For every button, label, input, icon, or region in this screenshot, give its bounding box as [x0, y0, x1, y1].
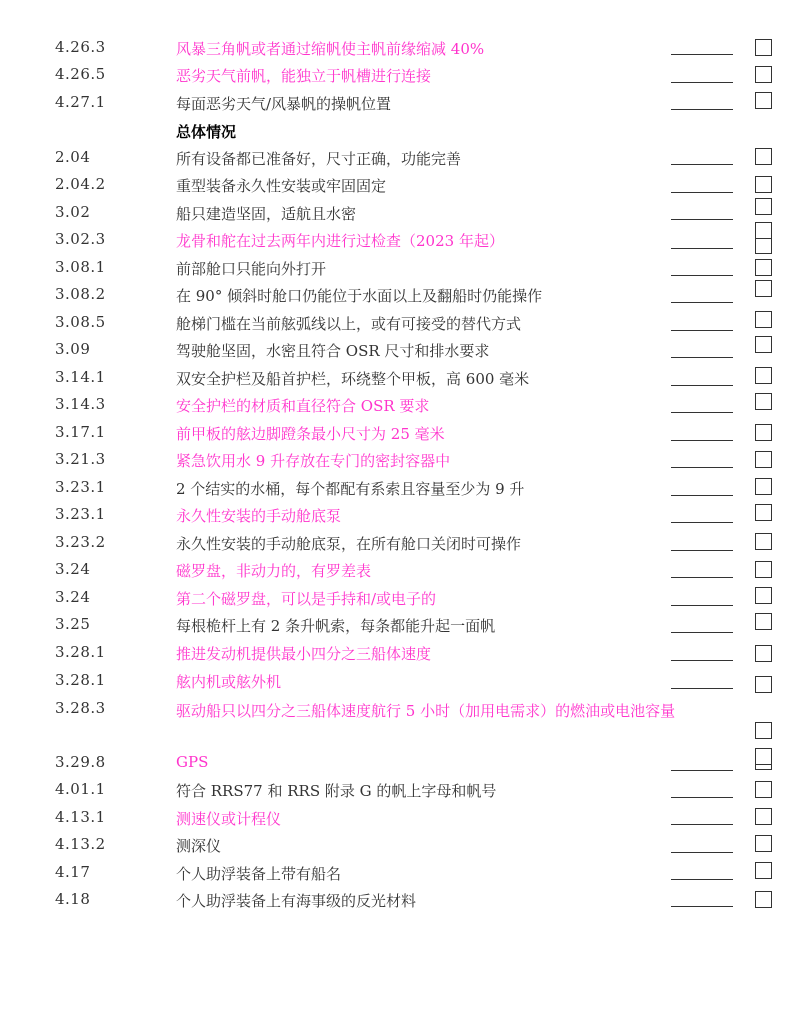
requirement-text: 2 个结实的水桶，每个都配有系索且容量至少为 9 升	[176, 480, 525, 498]
signature-line[interactable]	[671, 824, 733, 825]
checkbox[interactable]	[755, 148, 772, 165]
requirement-text: 每面恶劣天气/风暴帆的操帆位置	[176, 95, 392, 113]
checkbox[interactable]	[755, 891, 772, 908]
checklist-row	[0, 776, 800, 803]
checklist-row	[0, 667, 800, 694]
checklist-row	[0, 144, 800, 171]
signature-line[interactable]	[671, 412, 733, 413]
checkbox[interactable]	[755, 533, 772, 550]
checklist-row	[0, 556, 800, 583]
checklist-row	[0, 584, 800, 611]
rule-number: 3.28.3	[55, 699, 106, 717]
rule-number: 3.21.3	[55, 450, 106, 468]
requirement-text: 恶劣天气前帆，能独立于帆槽进行连接	[176, 67, 432, 85]
signature-line[interactable]	[671, 906, 733, 907]
requirement-text: 前部舱口只能向外打开	[176, 260, 327, 278]
requirement-text: 驱动船只以四分之三船体速度航行 5 小时（加用电需求）的燃油或电池容量	[176, 702, 676, 720]
rule-number: 2.04	[55, 148, 91, 166]
rule-number: 4.27.1	[55, 93, 106, 111]
checkbox[interactable]	[755, 835, 772, 852]
checkbox[interactable]	[755, 424, 772, 441]
checkbox[interactable]	[755, 676, 772, 693]
checklist-row	[0, 61, 800, 88]
checkbox[interactable]	[755, 39, 772, 56]
checkbox[interactable]	[755, 587, 772, 604]
requirement-text: 第二个磁罗盘，可以是手持和/或电子的	[176, 590, 437, 608]
checklist-row	[0, 749, 800, 776]
rule-number: 4.26.5	[55, 65, 106, 83]
checkbox[interactable]	[755, 781, 772, 798]
requirement-text: 在 90° 倾斜时舱口仍能位于水面以上及翻船时仍能操作	[176, 287, 543, 305]
signature-line[interactable]	[671, 879, 733, 880]
checkbox[interactable]	[755, 504, 772, 521]
checkbox[interactable]	[755, 66, 772, 83]
requirement-text: 龙骨和舵在过去两年内进行过检查（2023 年起）	[176, 232, 504, 250]
requirement-text: 测速仪或计程仪	[176, 810, 282, 828]
checklist-row	[0, 171, 800, 198]
checkbox[interactable]	[755, 862, 772, 879]
signature-line[interactable]	[671, 852, 733, 853]
signature-line[interactable]	[671, 302, 733, 303]
requirement-text: 符合 RRS77 和 RRS 附录 G 的帆上字母和帆号	[176, 782, 497, 800]
rule-number: 3.29.8	[55, 753, 106, 771]
checklist-row	[0, 446, 800, 473]
signature-line[interactable]	[671, 632, 733, 633]
rule-number: 3.14.3	[55, 395, 106, 413]
signature-line[interactable]	[671, 357, 733, 358]
rule-number: 3.08.1	[55, 258, 106, 276]
rule-number: 4.18	[55, 890, 91, 908]
checkbox[interactable]	[755, 748, 772, 765]
signature-line[interactable]	[671, 219, 733, 220]
checklist-row	[0, 34, 800, 61]
requirement-text: 所有设备都已准备好，尺寸正确，功能完善	[176, 150, 462, 168]
requirement-text: 推进发动机提供最小四分之三船体速度	[176, 645, 432, 663]
rule-number: 3.28.1	[55, 643, 106, 661]
rule-number: 3.23.1	[55, 478, 106, 496]
requirement-text: 前甲板的舷边脚蹬条最小尺寸为 25 毫米	[176, 425, 445, 443]
checkbox[interactable]	[755, 198, 772, 215]
signature-line[interactable]	[671, 248, 733, 249]
signature-line[interactable]	[671, 550, 733, 551]
rule-number: 3.02.3	[55, 230, 106, 248]
checklist-row	[0, 254, 800, 281]
signature-line[interactable]	[671, 605, 733, 606]
rule-number: 3.08.2	[55, 285, 106, 303]
rule-number: 3.14.1	[55, 368, 106, 386]
checklist-row	[0, 89, 800, 116]
requirement-text: 舷内机或舷外机	[176, 673, 282, 691]
requirement-text: 测深仪	[176, 837, 222, 855]
section-heading-row	[0, 117, 800, 144]
checklist-row	[0, 199, 800, 226]
requirement-text: 每根桅杆上有 2 条升帆索，每条都能升起一面帆	[176, 617, 496, 635]
rule-number: 3.02	[55, 203, 91, 221]
signature-line[interactable]	[671, 522, 733, 523]
signature-line[interactable]	[671, 797, 733, 798]
signature-line[interactable]	[671, 109, 733, 110]
checkbox[interactable]	[755, 722, 772, 739]
checklist-row	[0, 529, 800, 556]
signature-line[interactable]	[671, 440, 733, 441]
requirement-text: 重型装备永久性安装或牢固固定	[176, 177, 387, 195]
requirement-text: 个人助浮装备上带有船名	[176, 865, 342, 883]
section-heading: 总体情况	[176, 123, 237, 141]
checklist-row	[0, 309, 800, 336]
signature-line[interactable]	[671, 164, 733, 165]
signature-line[interactable]	[671, 275, 733, 276]
signature-line[interactable]	[671, 54, 733, 55]
checkbox[interactable]	[755, 808, 772, 825]
rule-number: 3.09	[55, 340, 91, 358]
signature-line[interactable]	[671, 330, 733, 331]
requirement-text: 永久性安装的手动舱底泵	[176, 507, 342, 525]
rule-number: 4.01.1	[55, 780, 106, 798]
signature-line[interactable]	[671, 495, 733, 496]
requirement-text: GPS	[176, 753, 209, 771]
rule-number: 3.08.5	[55, 313, 106, 331]
checklist-row	[0, 611, 800, 638]
rule-number: 2.04.2	[55, 175, 106, 193]
checklist-row	[0, 419, 800, 446]
signature-line[interactable]	[671, 467, 733, 468]
checkbox[interactable]	[755, 280, 772, 297]
checkbox[interactable]	[755, 645, 772, 662]
checklist-row	[0, 391, 800, 418]
rule-number: 3.24	[55, 588, 91, 606]
rule-number: 3.25	[55, 615, 91, 633]
requirement-text: 船只建造坚固，适航且水密	[176, 205, 357, 223]
signature-line[interactable]	[671, 385, 733, 386]
checklist-row	[0, 281, 800, 308]
checklist-row	[0, 364, 800, 391]
rule-number: 4.17	[55, 863, 91, 881]
requirement-text: 永久性安装的手动舱底泵，在所有舱口关闭时可操作	[176, 535, 522, 553]
requirement-text: 双安全护栏及船首护栏，环绕整个甲板，高 600 毫米	[176, 370, 530, 388]
checkbox[interactable]	[755, 367, 772, 384]
checklist-row	[0, 501, 800, 528]
rule-number: 3.23.1	[55, 505, 106, 523]
checkbox[interactable]	[755, 561, 772, 578]
rule-number: 4.13.2	[55, 835, 106, 853]
checkbox[interactable]	[755, 613, 772, 630]
requirement-text: 驾驶舱坚固，水密且符合 OSR 尺寸和排水要求	[176, 342, 490, 360]
checklist-row	[0, 804, 800, 831]
checklist-row	[0, 639, 800, 666]
checklist-row	[0, 474, 800, 501]
rule-number: 3.24	[55, 560, 91, 578]
signature-line[interactable]	[671, 770, 733, 771]
requirement-text: 安全护栏的材质和直径符合 OSR 要求	[176, 397, 430, 415]
signature-line[interactable]	[671, 192, 733, 193]
signature-line[interactable]	[671, 688, 733, 689]
checkbox[interactable]	[755, 478, 772, 495]
checkbox[interactable]	[755, 311, 772, 328]
checklist-row	[0, 336, 800, 363]
checkbox[interactable]	[755, 222, 772, 239]
requirement-text: 风暴三角帆或者通过缩帆使主帆前缘缩减 40%	[176, 40, 485, 58]
requirement-text: 舱梯门槛在当前舷弧线以上，或有可接受的替代方式	[176, 315, 522, 333]
requirement-text: 磁罗盘，非动力的，有罗差表	[176, 562, 372, 580]
signature-line[interactable]	[671, 660, 733, 661]
checklist-row	[0, 886, 800, 913]
checkbox[interactable]	[755, 393, 772, 410]
checkbox[interactable]	[755, 237, 772, 254]
rule-number: 3.23.2	[55, 533, 106, 551]
checkbox[interactable]	[755, 92, 772, 109]
requirement-text: 紧急饮用水 9 升存放在专门的密封容器中	[176, 452, 451, 470]
checklist-row	[0, 695, 800, 722]
rule-number: 3.17.1	[55, 423, 106, 441]
signature-line[interactable]	[671, 577, 733, 578]
checkbox[interactable]	[755, 176, 772, 193]
checklist-row	[0, 859, 800, 886]
checklist-row	[0, 831, 800, 858]
checkbox[interactable]	[755, 259, 772, 276]
signature-line[interactable]	[671, 82, 733, 83]
checkbox[interactable]	[755, 451, 772, 468]
checkbox[interactable]	[755, 336, 772, 353]
rule-number: 4.26.3	[55, 38, 106, 56]
rule-number: 4.13.1	[55, 808, 106, 826]
rule-number: 3.28.1	[55, 671, 106, 689]
requirement-text: 个人助浮装备上有海事级的反光材料	[176, 892, 417, 910]
